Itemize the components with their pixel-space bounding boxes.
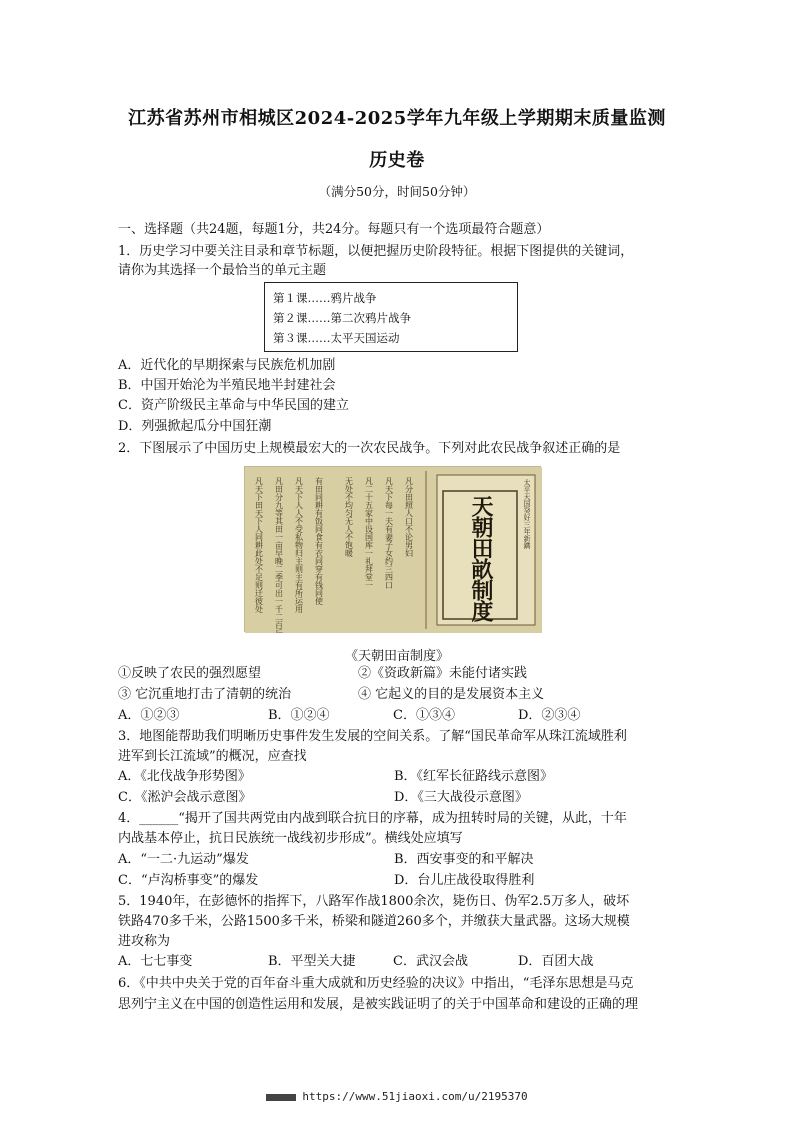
q2-statements-row1: [118, 665, 678, 683]
doc-col: 凡天下每一夫有妻子女约三四口: [384, 477, 394, 589]
q5-option-c: C．武汉会战: [393, 954, 468, 969]
q3-option-d: D．《三大战役示意图》: [394, 790, 528, 805]
q3-stem-line2: 进军到长江流域”的概况，应查找: [118, 749, 307, 764]
doc-col: 凡天下田天下人同耕此处不足则迁彼处: [254, 477, 264, 613]
q5-stem-line1: 5．1940年，在彭德怀的指挥下，八路军作战1800余次，毙伤日、伪军2.5万多人，破坏: [118, 894, 630, 909]
q3-option-c: C．《淞沪会战示意图》: [118, 790, 252, 805]
q5-option-d: D．百团大战: [518, 954, 594, 969]
footer-url[interactable]: https://www.51jiaoxi.com/u/2195370: [302, 1090, 528, 1103]
q6-stem-line1: 6．《中共中央关于党的百年奋斗重大成就和历史经验的决议》中指出，“毛泽东思想是马克: [118, 976, 634, 991]
q4-option-d: D．台儿庄战役取得胜利: [394, 873, 535, 888]
cover-top-line: 太平天国癸好三年新鐫: [523, 479, 531, 549]
exam-subtitle: 历史卷: [369, 150, 425, 171]
q5-options: [118, 953, 678, 971]
q4-option-a: A．“一二·九运动”爆发: [118, 852, 249, 867]
q3-stem-line1: 3．地图能帮助我们明晰历史事件发生发展的空间关系。了解“国民革命军从珠江流域胜利: [118, 729, 627, 744]
q4-options-row2: [118, 872, 678, 890]
q1-option-b: B．中国开始沦为半殖民地半封建社会: [118, 378, 336, 393]
q1-box-line: 第２课……第二次鸦片战争: [273, 311, 411, 325]
q2-option-d: D．②③④: [518, 708, 581, 723]
q2-statement-2: ②《资政新篇》未能付诸实践: [358, 666, 528, 681]
q3-option-a: A．《北伐战争形势图》: [118, 769, 251, 784]
tianchao-tianmu-document-image: [244, 466, 541, 632]
q5-stem-line2: 铁路470多千米，公路1500多千米，桥梁和隧道260多个，并缴获大量武器。这场大规模: [118, 914, 630, 929]
cover-title: 天朝田畝制度: [468, 495, 494, 621]
q3-option-b: B．《红军长征路线示意图》: [394, 769, 554, 784]
q2-stem: 2．下图展示了中国历史上规模最宏大的一次农民战争。下列对此农民战争叙述正确的是: [118, 441, 621, 456]
q2-option-c: C．①③④: [393, 708, 455, 723]
q4-stem-line2: 内战基本停止，抗日民族统一战线初步形成”。横线处应填写: [118, 831, 463, 846]
q1-option-d: D．列强掀起瓜分中国狂潮: [118, 419, 272, 434]
footer-watermark-link[interactable]: [0, 1090, 794, 1103]
q2-statement-1: ①反映了农民的强烈愿望: [118, 666, 262, 681]
q4-stem-line1: 4．______“揭开了国共两党由内战到联合抗日的序幕，成为扭转时局的关键，从此，十年: [118, 811, 627, 826]
q1-stem-line1: 1．历史学习中要关注目录和章节标题，以便把握历史阶段特征。根据下图提供的关键词，: [118, 244, 634, 259]
doc-col: 凡二十五家中设国库一礼拜堂一: [364, 477, 374, 589]
q5-option-a: A．七七事变: [118, 954, 193, 969]
q1-box-line: 第１课……鸦片战争: [273, 291, 377, 305]
doc-col: 无处不均匀无人不饱暖: [344, 477, 354, 557]
q1-stem-line2: 请你为其选择一个最恰当的单元主题: [118, 263, 327, 278]
doc-col: 凡天下人人不受私物归主则主有所运用: [294, 477, 304, 613]
q2-statement-3: ③ 它沉重地打击了清朝的统治: [118, 687, 292, 702]
doc-col: 有田同耕有饭同食有衣同穿有钱同使: [314, 477, 324, 605]
q2-option-a: A．①②③: [118, 708, 180, 723]
q6-stem-line2: 思列宁主义在中国的创造性运用和发展，是被实践证明了的关于中国革命和建设的正确的理: [118, 997, 639, 1012]
doc-col: 凡分田照人口不论男妇: [404, 477, 414, 557]
q2-options: [118, 707, 678, 725]
q5-stem-line3: 进攻称为: [118, 934, 171, 949]
q2-statement-4: ④ 它起义的目的是发展资本主义: [358, 687, 545, 702]
q1-box-line: 第３课……太平天国运动: [273, 331, 400, 345]
q2-image-caption: 《天朝田亩制度》: [344, 649, 449, 664]
q2-option-b: B．①②④: [268, 708, 330, 723]
q1-option-a: A．近代化的早期探索与民族危机加剧: [118, 358, 336, 373]
q4-options-row1: [118, 851, 678, 869]
q1-keyword-box: [264, 282, 518, 352]
footer-logo-icon: [266, 1094, 296, 1101]
q5-option-b: B．平型关大捷: [268, 954, 356, 969]
q3-options-row2: [118, 789, 678, 807]
exam-title: 江苏省苏州市相城区2024-2025学年九年级上学期期末质量监测: [128, 108, 666, 129]
q2-statements-row2: [118, 686, 678, 704]
doc-col: 凡田分九等其田一亩早晚二季可出一千二百斤者为尚尚田: [274, 477, 284, 633]
document-illustration: [245, 467, 542, 633]
q4-option-b: B．西安事变的和平解决: [394, 852, 534, 867]
q3-options-row1: [118, 768, 678, 786]
section-heading: 一、选择题（共24题，每题1分，共24分。每题只有一个选项最符合题意）: [118, 222, 550, 237]
exam-info: （满分50分，时间50分钟）: [318, 184, 476, 199]
q1-option-c: C．资产阶级民主革命与中华民国的建立: [118, 398, 349, 413]
q4-option-c: C．“卢沟桥事变”的爆发: [118, 873, 259, 888]
